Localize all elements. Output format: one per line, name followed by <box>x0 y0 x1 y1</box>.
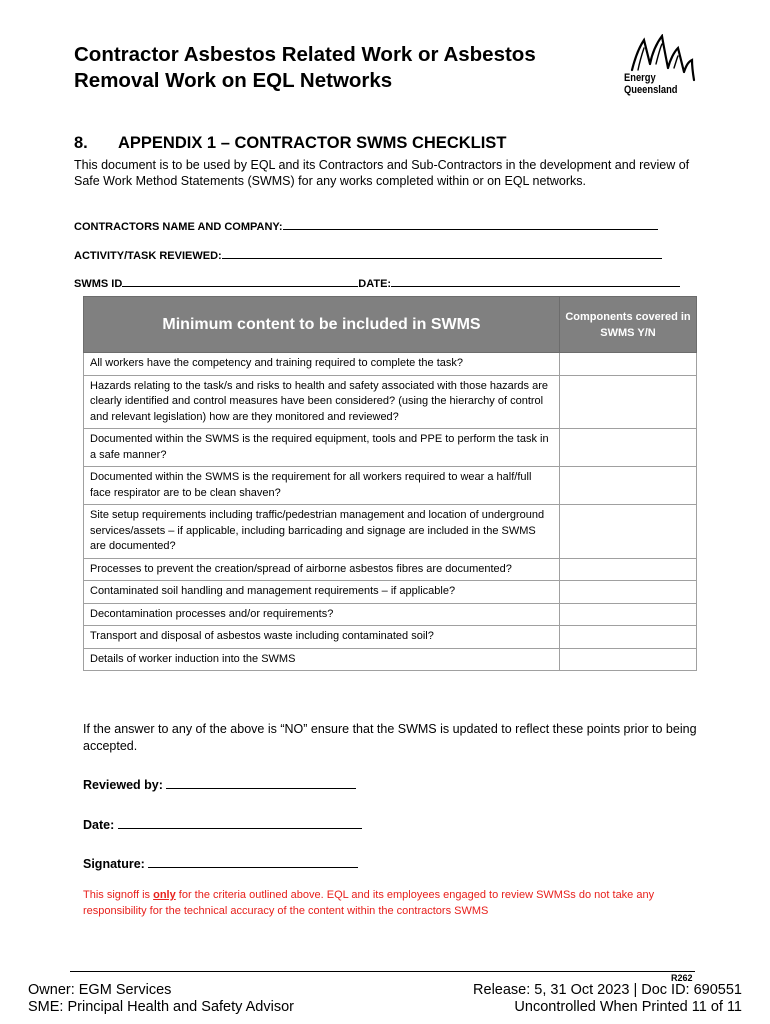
table-row <box>84 429 697 467</box>
update-instruction: If the answer to any of the above is “NO” ensure that the SWMS is updated to reflect these points prior to being accepted. <box>83 722 697 753</box>
row-criterion: Decontamination processes and/or requirements? <box>84 603 560 626</box>
table-row <box>84 467 697 505</box>
signature-line[interactable] <box>148 857 358 868</box>
row-yn-cell[interactable] <box>560 558 697 581</box>
contractor-name-line[interactable] <box>283 219 658 230</box>
disclaimer-emphasis: only <box>153 889 176 901</box>
swms-id-line[interactable] <box>122 276 358 287</box>
footer-right <box>473 982 742 1016</box>
section-heading <box>74 134 506 153</box>
row-criterion: All workers have the competency and training required to complete the task? <box>84 353 560 376</box>
table-row <box>84 626 697 649</box>
date-line[interactable] <box>391 276 680 287</box>
table-header-row <box>84 297 697 353</box>
activity-label: ACTIVITY/TASK REVIEWED: <box>74 250 222 262</box>
title-line-1: Contractor Asbestos Related Work or Asbestos <box>74 43 536 66</box>
logo-wordmark: Energy Queensland <box>624 72 678 96</box>
row-criterion: Transport and disposal of asbestos waste including contaminated soil? <box>84 626 560 649</box>
contractor-name-field <box>74 219 658 233</box>
row-criterion: Processes to prevent the creation/spread of airborne asbestos fibres are documented? <box>84 558 560 581</box>
footer-divider <box>70 971 695 972</box>
table-row <box>84 558 697 581</box>
signature-label: Signature: <box>83 857 145 871</box>
row-yn-cell[interactable] <box>560 648 697 671</box>
row-criterion: Contaminated soil handling and management requirements – if applicable? <box>84 581 560 604</box>
footer-sme: SME: Principal Health and Safety Advisor <box>28 999 294 1015</box>
footer-release: Release: 5, 31 Oct 2023 | Doc ID: 690551 <box>473 982 742 998</box>
row-yn-cell[interactable] <box>560 581 697 604</box>
footer-code: R262 <box>671 973 693 983</box>
activity-line[interactable] <box>222 248 662 259</box>
table-row <box>84 505 697 559</box>
row-yn-cell[interactable] <box>560 375 697 429</box>
activity-field <box>74 248 662 262</box>
row-yn-cell[interactable] <box>560 505 697 559</box>
title-line-2: Removal Work on EQL Networks <box>74 69 393 92</box>
swms-id-date-field <box>74 276 680 290</box>
section-number: 8. <box>74 134 88 152</box>
row-criterion: Documented within the SWMS is the requirement for all workers required to wear a half/full face respirator are to be clean shaven? <box>84 467 560 505</box>
signoff-date-field <box>83 818 362 832</box>
table-row <box>84 603 697 626</box>
row-criterion: Details of worker induction into the SWMS <box>84 648 560 671</box>
reviewed-by-label: Reviewed by: <box>83 778 163 792</box>
header-components-covered: Components covered in SWMS Y/N <box>560 297 697 353</box>
footer-left <box>28 982 294 1016</box>
reviewed-by-field <box>83 778 356 792</box>
table-row <box>84 581 697 604</box>
section-title: APPENDIX 1 – CONTRACTOR SWMS CHECKLIST <box>118 134 507 152</box>
swms-checklist-table <box>83 296 697 671</box>
reviewed-by-line[interactable] <box>166 778 356 789</box>
table-row <box>84 648 697 671</box>
date-label: DATE: <box>358 278 392 290</box>
row-yn-cell[interactable] <box>560 626 697 649</box>
intro-paragraph: This document is to be used by EQL and its Contractors and Sub-Contractors in the development and review of Safe Work Method Statements (SWMS) for any works completed within or on EQL networks. <box>74 158 690 188</box>
row-criterion: Documented within the SWMS is the required equipment, tools and PPE to perform the task in a safe manner? <box>84 429 560 467</box>
table-row <box>84 353 697 376</box>
signature-field <box>83 857 358 871</box>
row-yn-cell[interactable] <box>560 603 697 626</box>
row-yn-cell[interactable] <box>560 429 697 467</box>
header-minimum-content: Minimum content to be included in SWMS <box>84 297 560 353</box>
contractor-name-label: CONTRACTORS NAME AND COMPANY: <box>74 221 283 233</box>
row-yn-cell[interactable] <box>560 467 697 505</box>
swms-id-label: SWMS ID <box>74 278 123 290</box>
row-criterion: Site setup requirements including traffic/pedestrian management and location of underground services/assets – if applicable, including barricading and signage are included in the SWMS are documented? <box>84 505 560 559</box>
signoff-date-label: Date: <box>83 818 115 832</box>
footer-owner: Owner: EGM Services <box>28 982 172 998</box>
signoff-date-line[interactable] <box>118 818 362 829</box>
footer-printed: Uncontrolled When Printed 11 of 11 <box>514 999 742 1015</box>
row-criterion: Hazards relating to the task/s and risks to health and safety associated with those hazards are clearly identified and control measures have been considered? (using the hierarchy of control and relevant legislation) how are they monitored and reviewed? <box>84 375 560 429</box>
table-row <box>84 375 697 429</box>
row-yn-cell[interactable] <box>560 353 697 376</box>
disclaimer-note: This signoff is only for the criteria outlined above. EQL and its employees engaged to review SWMSs do not take any responsibility for the technical accuracy of the content within the contractors SWMS <box>83 889 655 917</box>
document-title <box>74 42 536 94</box>
